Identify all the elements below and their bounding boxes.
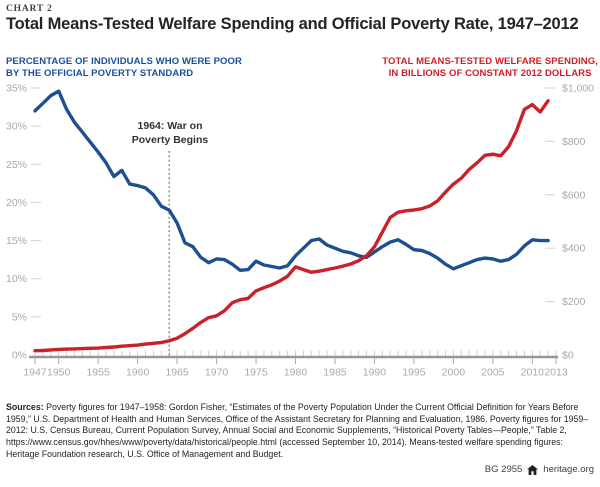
right-tick-label: $400 [562,242,586,255]
sources-text: Poverty figures for 1947–1958: Gordon Fisher, “Estimates of the Poverty Population Under the Current Official Definition for Years Before 1959,” U.S. Department of Health and Human Services, Office of the Assistant Secretary for Planning and Evaluation, 1986. Poverty figures for 1959–2012: U.S. Census Bureau, Current Population Survey, Annual Social and Economic Supplements, “Historical Poverty Tables—People,” Table 2, https://www.census.gov/hhes/www/poverty/data/historical/people.html (accessed September 10, 2014). Means-tested welfare spending figures: Heritage Foundation research, U.S. Office of Management and Budget. [6,401,589,459]
chart-number-label: CHART 2 [6,4,53,14]
right-axis-title-line1: TOTAL MEANS-TESTED WELFARE SPENDING, [382,56,598,67]
poverty-rate-line [35,91,548,270]
left-tick-label: 15% [5,235,27,248]
right-tick-label: $600 [562,189,586,202]
x-tick-label: 2010 [520,366,544,379]
left-tick-label: 25% [5,158,27,171]
document-id: BG 2955 [484,464,523,475]
x-tick-label: 1970 [204,366,229,379]
x-tick-label: 1947 [23,366,47,379]
left-axis-title-line2: BY THE OFFICIAL POVERTY STANDARD [6,67,194,79]
right-tick-label: $1,000 [562,82,595,95]
x-tick-label: 1985 [323,366,347,379]
x-tick-label: 2013 [544,366,568,379]
sources-label: Sources: [6,401,44,412]
left-tick-label: 0% [11,349,27,362]
x-tick-label: 2000 [441,366,466,379]
page-title: Total Means-Tested Welfare Spending and Official Poverty Rate, 1947–2012 [6,15,579,33]
x-tick-label: 1995 [402,366,426,379]
annotation-line2: Poverty Begins [131,133,209,146]
x-tick-label: 1960 [125,366,150,379]
x-tick-label: 1955 [86,366,110,379]
left-axis-title-line1: PERCENTAGE OF INDIVIDUALS WHO WERE POOR [6,56,242,67]
annotation-line1: 1964: War on [137,120,203,132]
x-tick-label: 1990 [362,366,387,379]
right-axis-title-line2: IN BILLIONS OF CONSTANT 2012 DOLLARS [388,67,592,79]
left-tick-label: 20% [5,196,27,209]
x-tick-label: 1980 [283,366,308,379]
left-tick-label: 10% [5,273,27,286]
footer [485,464,594,475]
left-tick-label: 30% [5,120,27,133]
right-tick-label: $0 [562,349,574,362]
sources-note [6,402,594,461]
x-tick-label: 1975 [244,366,268,379]
war-on-poverty-annotation [90,120,250,147]
x-tick-label: 1965 [165,366,189,379]
right-axis-title [382,56,598,79]
right-tick-label: $800 [562,135,586,148]
left-axis-title [6,56,242,79]
left-tick-label: 35% [5,82,27,95]
right-tick-label: $200 [562,296,586,309]
site-link: heritage.org [543,464,594,475]
left-tick-label: 5% [11,311,27,324]
x-tick-label: 2005 [481,366,505,379]
x-tick-label: 1950 [47,366,71,379]
heritage-house-icon [527,465,538,475]
